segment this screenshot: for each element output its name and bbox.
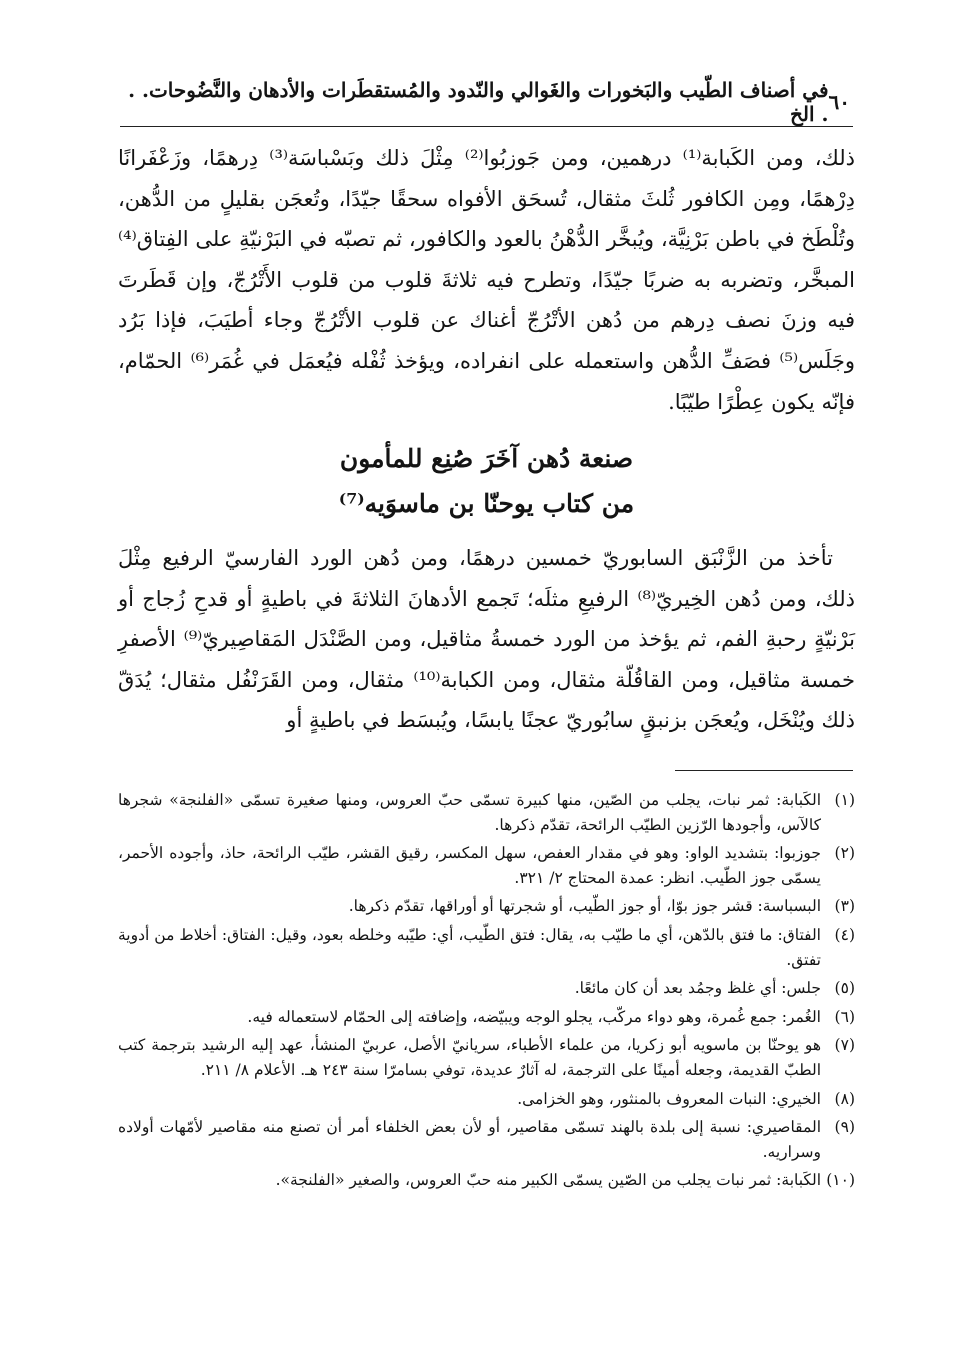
page-header	[120, 78, 850, 126]
footnote-number: (١)	[834, 791, 855, 809]
footnote-rule	[675, 770, 853, 771]
footnote-9	[118, 1115, 855, 1164]
running-title: في أصناف الطّيب والبَخورات والغَوالي والنّدود والمُستقطَرات والأدهان والنَّضُوحات. . . الخ	[128, 78, 829, 126]
footnote-text: المقاصيري: نسبة إلى بلدة بالهند تسمّى مقاصير، أو لأن بعض الخلفاء أمر أن تصنع منه مقاصير لأمّهات أولاده وسراريه.	[118, 1118, 821, 1161]
section-1-body	[118, 138, 855, 422]
heading-line-2: من كتاب يوحنّا بن ماسوَيه⁽⁷⁾	[338, 489, 635, 518]
footnote-number: (٩)	[834, 1118, 855, 1137]
footnote-4	[118, 923, 855, 972]
footnote-number: (٢)	[834, 844, 855, 863]
section-1-paragraph: ذلك، ومن الكَبابة⁽¹⁾ درهمين، ومن جَوزبُوا⁽²⁾ مِثْلَ ذلك وبَسْباسَة⁽³⁾ دِرهمًا، وزَعْفَرانًا دِرْهمًا، ومِن الكافور ثُلثَ مثقال، تُسحَق الأفواه سحقًا جيّدًا، وتُعجَن بقليلٍ من الدُّهن، وتُلْطَخ في باطن بَرْنِيَّة، ويُبخَّر الدُّهْنُ بالعود والكافور، ثم تصبّه في البَرْنيّةِ على الفِتاق⁽⁴⁾ المبخَّر، وتضربه به ضربًا جيّدًا، وتطرح فيه ثلاثةَ قلوب من قلوب الأَتْرُجّ، وإن قَطَرتَ فيه وزنَ نصف دِرهم من دُهن الأتْرُجّ أغناك عن قلوب الأتْرُجّ وجاء أطيَبَ، فإذا بَرُد وجَلَس⁽⁵⁾ فصَفِّ الدُّهن واستعمله على انفراده، ويؤخذ ثُفْله فيُعمَل في غُمَر⁽⁶⁾ الحمّام، فإنّه يكون عِطْرًا طيّبًا.	[118, 146, 856, 414]
footnote-number: (٣)	[834, 897, 855, 916]
footnote-1	[118, 788, 855, 837]
footnote-text: جوزبوا: بتشديد الواو: وهو في مقدار العفص، سهل المكسر، رقيق القشر، طيّب الرائحة، حاذ، وأجوده الأحمر، يسمّى جوز الطّيب. انظر: عمدة المحتاج ٢/ ٣٢١.	[118, 844, 821, 887]
footnote-7	[118, 1033, 855, 1082]
section-2-paragraph: تأخذ من الزَّنْبَق السابوريّ خمسين درهمًا، ومن دُهن الورد الفارسيّ الرفيع مِثْلَ ذلك، ومن دُهن الخِيريّ⁽⁸⁾ الرفيعِ مثلَه؛ تَجمع الأدهانَ الثلاثةَ في باطيةٍ أو قدحِ زُجاج أو بَرْنيّةٍ رحبةِ الفم، ثم يؤخذ من الورد خمسةُ مثاقيل، ومن الصَّنْدَل المَقاصِيريّ⁽⁹⁾ الأصفرِ خمسة مثاقيل، ومن القاقُلّة مثقال، ومن الكبابة⁽¹⁰⁾ مثقال، ومن القَرَنْفُل مثقال؛ يُدَقّ ذلك ويُنْخَل، ويُعجَن بزنبقٍ سابُوريّ عجنًا يابسًا، ويُبسَط في باطيةٍ أو	[118, 546, 856, 733]
section-2-body	[118, 538, 855, 741]
header-rule	[120, 126, 853, 127]
footnote-text: الخيري: النبات المعروف بالمنثور، وهو الخزامى.	[517, 1089, 821, 1108]
footnote-number: (٧)	[834, 1036, 855, 1055]
footnote-text: جلس: أي غلظ وجمُد بعد أن كان مائعًا.	[574, 979, 821, 998]
footnote-text: هو يوحنّا بن ماسويه أبو زكريا، من علماء الأطباء، سريانيّ الأصل، عربيّ المنشأ، عهد إليه الرشيد بترجمة كتب الطبّ القديمة، وجعله أمينًا على الترجمة، له آثارٌ عديدة، توفي بسامرّا سنة ٢٤٣ هـ. الأعلام ٨/ ٢١١.	[118, 1036, 822, 1079]
footnote-text: الغُمر: جمع غُمرة، وهو دواء مركّب، يجلو الوجه ويبيّضه، وإضافته إلى الحمّام لاستعماله فيه.	[247, 1007, 821, 1026]
heading-line-1: صنعة دُهن آخَرَ صُنِع للمأمون	[339, 444, 634, 473]
footnote-3	[118, 894, 855, 919]
section-heading	[118, 436, 855, 526]
footnote-5	[118, 976, 855, 1001]
footnote-2	[118, 841, 855, 890]
footnote-number: (٦)	[834, 1007, 855, 1026]
footnote-number: (٨)	[834, 1089, 855, 1108]
page-number: ٦٠	[828, 90, 850, 114]
footnote-number: (٤)	[834, 925, 855, 944]
footnote-8	[118, 1087, 855, 1112]
footnote-text: الفتاق: ما فتق بالدّهن، أي ما طيّب به، يقال: فتق الطّيب، أي: طيّبه وخلطه بعود، وقيل: الفتاق: أخلاط من أدوية تفتق.	[118, 925, 821, 969]
footnote-number: (٥)	[834, 979, 855, 998]
footnote-text: الكَبابة: ثمر نبات يجلب من الصّين يسمّى الكبير منه حبّ العروس، والصغير «الفلنجة».	[275, 1171, 821, 1190]
footnote-text: البسباسة: قشر جوز بوّا، أو جوز الطّيب، أو شجرتها أو أوراقها، تقدّم ذكرها.	[348, 897, 821, 916]
footnote-6	[118, 1005, 855, 1030]
footnote-10	[118, 1168, 855, 1193]
footnote-number: (١٠)	[826, 1171, 855, 1190]
footnote-text: الكَبابة: ثمر نبات، يجلب من الصّين، منها كبيرة تسمّى حبّ العروس، ومنها صغيرة تسمّى «الفلنجة» شجرها كالآس، وأجودها الرّزين الطيّب الرائحة، تقدّم ذكرها.	[118, 791, 821, 834]
footnotes	[118, 788, 855, 1197]
